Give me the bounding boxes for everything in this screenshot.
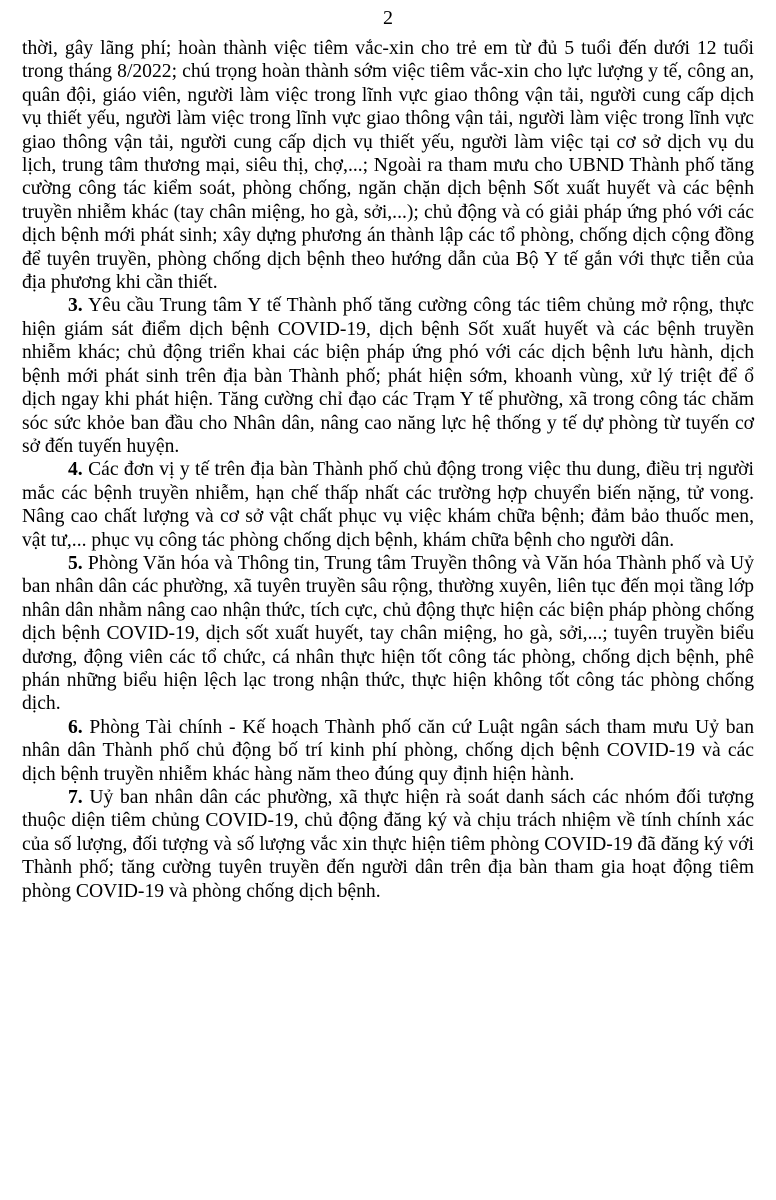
page-number: 2 [383, 7, 393, 29]
paragraph-item-7 [22, 786, 754, 903]
paragraph-continuation [22, 37, 754, 294]
paragraph-text: Phòng Tài chính - Kế hoạch Thành phố căn cứ Luật ngân sách tham mưu Uỷ ban nhân dân Thành phố chủ động bố trí kinh phí phòng, chống dịch bệnh COVID-19 và các dịch bệnh truyền nhiễm khác hàng năm theo đúng quy định hiện hành. [22, 716, 754, 785]
item-number: 6. [68, 716, 83, 738]
paragraph-item-6 [22, 716, 754, 786]
paragraph-text: Uỷ ban nhân dân các phường, xã thực hiện rà soát danh sách các nhóm đối tượng thuộc diện tiêm chủng COVID-19, chủ động đăng ký và chịu trách nhiệm về tính chính xác của số lượng, đối tượng và số lượng vắc xin thực hiện tiêm phòng COVID-19 đã đăng ký với Thành phố; tăng cường tuyên truyền đến người dân trên địa bàn tham gia hoạt động tiêm phòng COVID-19 và phòng chống dịch bệnh. [22, 787, 754, 902]
paragraph-text: Yêu cầu Trung tâm Y tế Thành phố tăng cường công tác tiêm chủng mở rộng, thực hiện giám sát điểm dịch bệnh COVID-19, dịch bệnh Sốt xuất huyết và các bệnh truyền nhiễm khác; chủ động triển khai các biện pháp ứng phó với các dịch bệnh lưu hành, dịch bệnh mới phát sinh trên địa bàn Thành phố; phát hiện sớm, khoanh vùng, xử lý triệt để ổ dịch ngay khi phát hiện. Tăng cường chỉ đạo các Trạm Y tế phường, xã trong công tác chăm sóc sức khỏe ban đầu cho Nhân dân, nâng cao năng lực hệ thống y tế dự phòng từ tuyến cơ sở đến tuyến huyện. [22, 295, 754, 457]
item-number: 3. [68, 295, 83, 317]
document-body [22, 37, 754, 903]
paragraph-item-4 [22, 458, 754, 552]
item-number: 5. [68, 552, 83, 574]
item-number: 7. [68, 787, 83, 808]
paragraph-text: Các đơn vị y tế trên địa bàn Thành phố chủ động trong việc thu dung, điều trị người mắc các bệnh truyền nhiễm, hạn chế thấp nhất các trường hợp chuyển biến nặng, tử vong. Nâng cao chất lượng và cơ sở vật chất phục vụ việc khám chữa bệnh; đảm bảo thuốc men, vật tư,... phục vụ công tác phòng chống dịch bệnh, khám chữa bệnh cho người dân. [22, 459, 754, 551]
item-number: 4. [68, 459, 83, 481]
paragraph-item-3 [22, 294, 754, 458]
paragraph-text: Phòng Văn hóa và Thông tin, Trung tâm Truyền thông và Văn hóa Thành phố và Uỷ ban nhân dân các phường, xã tuyên truyền sâu rộng, thường xuyên, liên tục đến mọi tầng lớp nhân dân nhằm nâng cao nhận thức, tích cực, chủ động thực hiện các biện pháp phòng chống dịch bệnh COVID-19, dịch sốt xuất huyết, tay chân miệng, ho gà, sởi,...; tuyên truyền biểu dương, động viên các tổ chức, cá nhân thực hiện tốt công tác phòng, chống dịch bệnh, phê phán những biểu hiện lệch lạc trong nhận thức, thực hiện không tốt công tác phòng chống dịch. [22, 552, 754, 715]
paragraph-item-5 [22, 552, 754, 716]
paragraph-text: thời, gây lãng phí; hoàn thành việc tiêm vắc-xin cho trẻ em từ đủ 5 tuổi đến dưới 12 tuổi trong tháng 8/2022; chú trọng hoàn thành sớm việc tiêm vắc-xin cho lực lượng y tế, công an, quân đội, giáo viên, người làm việc trong lĩnh vực giao thông vận tải, người cung cấp dịch vụ thiết yếu, người làm việc trong lĩnh vực giao thông vận tải, người làm việc trong lĩnh vực giao thông vận tải, người cung cấp dịch vụ thiết yếu, người làm việc tại cơ sở dịch vụ du lịch, trung tâm thương mại, siêu thị, chợ,...; Ngoài ra tham mưu cho UBND Thành phố tăng cường công tác kiểm soát, phòng chống, ngăn chặn dịch bệnh Sốt xuất huyết và các bệnh truyền nhiễm khác (tay chân miệng, ho gà, sởi,...); chủ động và có giải pháp ứng phó với các dịch bệnh mới phát sinh; xây dựng phương án thành lập các tổ phòng, chống dịch cộng đồng để tuyên truyền, phòng chống dịch bệnh theo hướng dẫn của Bộ Y tế gắn với thực tiễn của địa phương khi cần thiết. [22, 38, 754, 294]
